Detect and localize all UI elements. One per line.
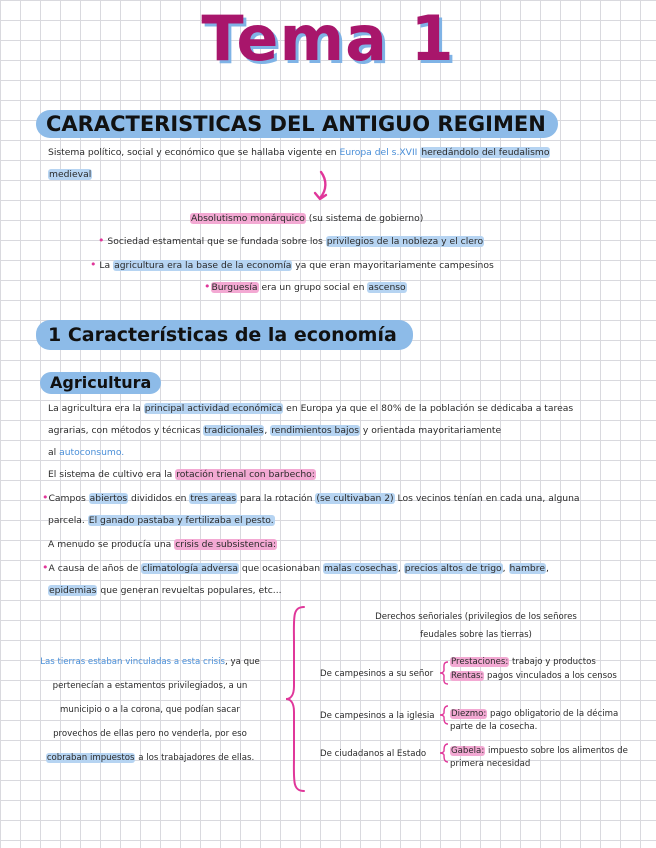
lands-line-4: provechos de ellas pero no venderla, por eso [53,729,247,739]
section-heading-antiguo-regimen: CARACTERISTICAS DEL ANTIGUO REGIMEN [36,110,558,138]
para-line-1 [48,398,573,420]
bullet-sociedad [98,230,484,253]
para-text: , [397,563,404,574]
lands-link: Las tierras estaban vinculadas a esta crisis [40,657,226,667]
para-line-9 [48,580,282,602]
hambre-highlight: hambre [509,563,545,574]
para-text: A causa de años de [48,563,142,574]
para-line-3 [48,442,124,464]
page-title: Tema 1 [201,2,455,75]
burguesia-text: era un grupo social en [258,282,368,293]
impuestos-highlight: cobraban impuestos [46,753,135,763]
intro-line-2 [48,164,92,186]
para-text: , [545,563,549,574]
tradicionales-highlight: tradicionales [204,425,264,436]
para-text: parcela. [48,515,88,526]
bullet-absolutismo [190,208,423,230]
para-text: para la rotación [237,493,316,504]
bullet-burguesia [204,276,407,299]
rights-text: pagos vinculados a los censos [484,671,617,681]
agricultura-text-a: La [99,260,114,271]
intro-line-1 [48,142,550,164]
ascenso-highlight: ascenso [368,282,406,293]
para-line-5 [42,487,580,510]
intro-link-europa: Europa del s.XVII [339,147,418,158]
rights-text: trabajo y productos [509,657,596,667]
rights-header-line-1: Derechos señoriales (privilegios de los señores [375,612,577,622]
small-brace-icon [438,742,450,764]
para-line-2 [48,420,501,442]
lands-text: a los trabajadores de ellas. [135,753,255,763]
absolutismo-text: (su sistema de gobierno) [305,213,424,224]
intro-highlight: heredándolo del feudalismo [421,147,550,158]
rights-g3-item-1b: primera necesidad [450,759,531,769]
absolutismo-highlight: Absolutismo monárquico [191,213,305,224]
precios-highlight: precios altos de trigo [404,563,502,574]
para-text: Campos [48,493,89,504]
abiertos-highlight: abiertos [89,493,128,504]
para-line-6 [48,510,275,532]
tres-areas-highlight: tres areas [190,493,237,504]
agricultura-highlight: agricultura era la base de la economía [114,260,292,271]
para-text: La agricultura era la [48,403,144,414]
para-text: divididos en [128,493,190,504]
section-heading-economia: 1 Características de la economía [36,320,413,350]
prestaciones-highlight: Prestaciones: [451,657,509,667]
para-line-4 [48,464,316,486]
rights-group-1-label: De campesinos a su señor [320,669,434,679]
para-line-8 [42,557,549,580]
rentas-highlight: Rentas: [451,671,484,681]
para-text: Los vecinos tenían en cada una, alguna [394,493,580,504]
small-brace-icon [438,660,450,686]
bullet-agricultura [90,254,494,277]
autoconsumo-link: autoconsumo. [59,447,125,458]
bullet-dot-icon: • [42,491,49,504]
para-text: en Europa ya que el 80% de la población se dedicaba a tareas [283,403,574,414]
epidemias-highlight: epidemias [49,585,97,596]
burguesia-highlight: Burguesía [211,282,258,293]
intro-text: Sistema político, social y económico que se hallaba vigente en [48,147,340,158]
bullet-dot-icon: • [204,280,211,293]
rights-g3-item-1 [450,745,628,758]
lands-line-2: pertenecían a estamentos privilegiados, a un [52,681,248,691]
para-text: , [264,425,271,436]
lands-note [30,650,270,770]
bullet-dot-icon: • [42,561,49,574]
para-text: El sistema de cultivo era la [48,469,176,480]
rotacion-highlight: rotación trienal con barbecho: [176,469,315,480]
diezmo-highlight: Diezmo: [451,709,487,719]
para-text: A menudo se producía una [48,539,175,550]
curly-brace-icon [282,604,308,794]
rights-text: impuesto sobre los alimentos de [485,746,628,756]
cultivaban-highlight: (se cultivaban 2) [316,493,394,504]
ganado-highlight: El ganado pastaba y fertilizaba el pesto. [88,515,274,526]
rendimientos-highlight: rendimientos bajos [271,425,359,436]
sociedad-highlight: privilegios de la nobleza y el clero [326,236,484,247]
rights-text: pago obligatorio de la décima [487,709,619,719]
small-brace-icon [438,704,450,726]
para-text: , [502,563,509,574]
rights-header-line-2: feudales sobre las tierras) [420,630,532,640]
rights-g1-item-1 [450,656,596,669]
gabela-highlight: Gabela: [451,746,485,756]
lands-line-3: municipio o a la corona, que podían sacar [60,705,240,715]
rights-header [356,608,596,644]
rights-g2-item-1b: parte de la cosecha. [450,722,538,732]
para-text: agrarias, con métodos y técnicas [48,425,204,436]
lands-line-5 [30,746,270,770]
lands-line-1 [30,650,270,674]
lands-text: , ya que [225,657,260,667]
para-text: que generan revueltas populares, etc... [97,585,282,596]
para-text: al [48,447,60,458]
crisis-highlight: crisis de subsistencia: [175,539,277,550]
para-text: y orientada mayoritariamente [359,425,502,436]
bullet-dot-icon: • [90,258,97,271]
bullet-dot-icon: • [98,234,105,247]
para-text: que ocasionaban [238,563,324,574]
rights-g2-item-1 [450,708,618,721]
rights-g1-item-2 [450,670,617,683]
rights-group-2-label: De campesinos a la iglesia [320,711,435,721]
sociedad-text: Sociedad estamental que se fundada sobre los [107,236,326,247]
intro-highlight-2: medieval [49,169,92,180]
down-arrow-icon [308,170,334,204]
malas-cosechas-highlight: malas cosechas [324,563,397,574]
principal-highlight: principal actividad económica [144,403,283,414]
para-line-7 [48,534,277,556]
rights-group-3-label: De ciudadanos al Estado [320,749,427,759]
subheading-agricultura: Agricultura [40,372,161,394]
agricultura-text-b: ya que eran mayoritariamente campesinos [292,260,494,271]
climatologia-highlight: climatología adversa [142,563,238,574]
